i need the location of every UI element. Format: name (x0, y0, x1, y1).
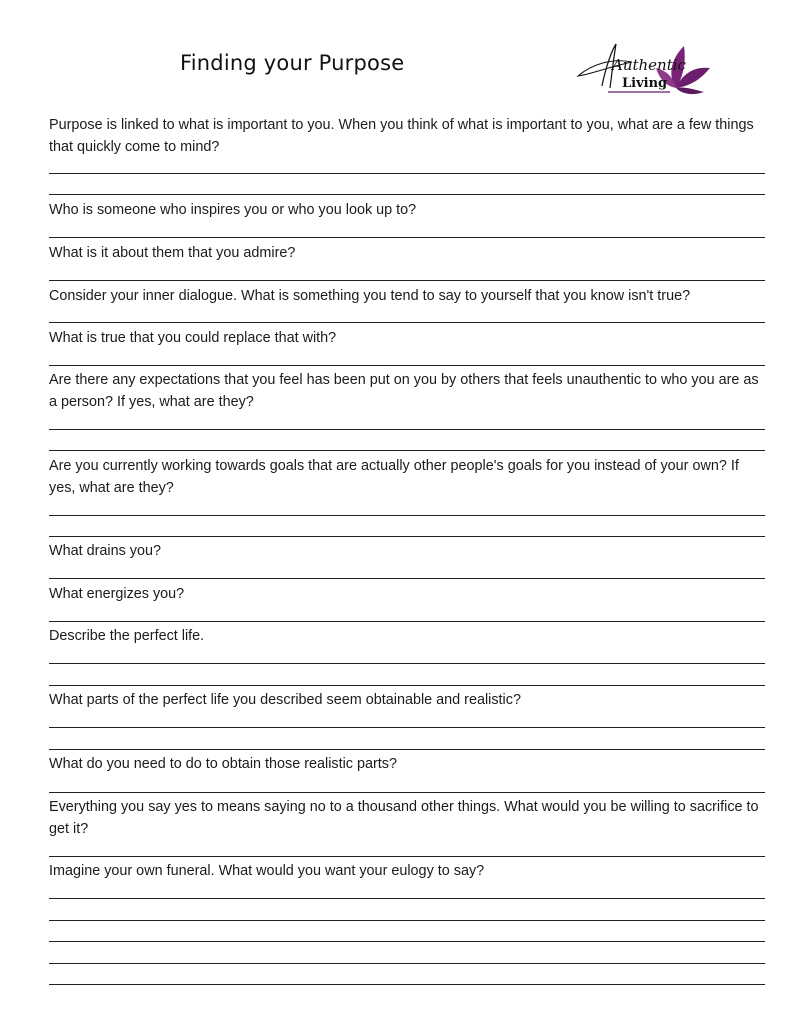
answer-line[interactable] (49, 792, 765, 793)
answer-line[interactable] (49, 963, 765, 964)
answer-line[interactable] (49, 941, 765, 942)
logo-word-text: Living (622, 76, 668, 91)
logo-script-text: Authentic (612, 56, 686, 74)
answer-line[interactable] (49, 685, 765, 686)
question-text: Everything you say yes to means saying no to a thousand other things. What would you be willing to sacrifice to get it? (49, 799, 759, 837)
question-text: What do you need to do to obtain those realistic parts? (49, 756, 397, 772)
answer-line[interactable] (49, 322, 765, 323)
question-text: Are there any expectations that you feel has been put on you by others that feels unauthentic to who you are as a person? If yes, what are they? (49, 372, 759, 410)
answer-line[interactable] (49, 365, 765, 366)
answer-line[interactable] (49, 749, 765, 750)
question-text: Describe the perfect life. (49, 628, 205, 644)
answer-line[interactable] (49, 280, 765, 281)
answer-line[interactable] (49, 621, 765, 622)
answer-line[interactable] (49, 984, 765, 985)
question-text: Imagine your own funeral. What would you want your eulogy to say? (49, 863, 485, 879)
answer-line[interactable] (49, 898, 765, 899)
answer-line[interactable] (49, 536, 765, 537)
question-text: What energizes you? (49, 586, 185, 602)
answer-line[interactable] (49, 856, 765, 857)
question-text: What drains you? (49, 543, 161, 559)
question-text: What is it about them that you admire? (49, 245, 296, 261)
answer-line[interactable] (49, 727, 765, 728)
answer-line[interactable] (49, 173, 765, 174)
page-title: Finding your Purpose (180, 51, 405, 75)
question-text: What parts of the perfect life you described seem obtainable and realistic? (49, 692, 521, 708)
answer-line[interactable] (49, 194, 765, 195)
answer-line[interactable] (49, 663, 765, 664)
question-text: Who is someone who inspires you or who you look up to? (49, 202, 417, 218)
question-text: Are you currently working towards goals that are actually other people's goals for you instead of your own? If yes, what are they? (49, 458, 739, 496)
answer-line[interactable] (49, 920, 765, 921)
answer-line[interactable] (49, 450, 765, 451)
answer-line[interactable] (49, 515, 765, 516)
question-text: Purpose is linked to what is important to you. When you think of what is important to you, what are a few things that quickly come to mind? (49, 117, 754, 155)
question-text: What is true that you could replace that with? (49, 330, 337, 346)
answer-line[interactable] (49, 237, 765, 238)
answer-line[interactable] (49, 429, 765, 430)
question-text: Consider your inner dialogue. What is something you tend to say to yourself that you know isn't true? (49, 288, 691, 304)
answer-line[interactable] (49, 578, 765, 579)
